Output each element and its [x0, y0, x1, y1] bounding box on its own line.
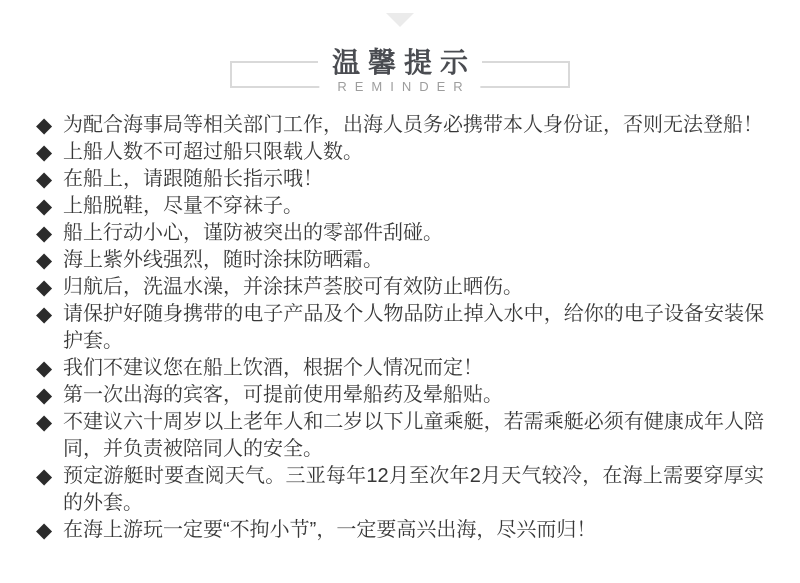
diamond-bullet-icon: ◆ — [36, 249, 53, 272]
diamond-bullet-icon: ◆ — [36, 276, 53, 299]
diamond-bullet-icon: ◆ — [36, 465, 53, 488]
list-item — [36, 112, 764, 139]
list-item-text: 归航后，洗温水澡，并涂抹芦荟胶可有效防止晒伤。 — [63, 276, 523, 298]
reminder-list — [0, 112, 800, 544]
list-item-text: 请保护好随身携带的电子产品及个人物品防止掉入水中，给你的电子设备安装保护套。 — [63, 303, 764, 352]
list-item — [36, 355, 764, 382]
list-item — [36, 382, 764, 409]
list-item-text: 第一次出海的宾客，可提前使用晕船药及晕船贴。 — [63, 384, 503, 406]
list-item — [36, 166, 764, 193]
page-title: 温馨提示 — [318, 46, 482, 80]
diamond-bullet-icon: ◆ — [36, 114, 53, 137]
chevron-down-triangle-icon — [386, 13, 414, 27]
list-item-text: 在船上，请跟随船长指示哦！ — [63, 168, 323, 190]
list-item — [36, 220, 764, 247]
list-item-text: 船上行动小心，谨防被突出的零部件刮碰。 — [63, 222, 443, 244]
list-item-text: 上船人数不可超过船只限载人数。 — [63, 141, 363, 163]
list-item — [36, 139, 764, 166]
list-item-text: 在海上游玩一定要“不拘小节”，一定要高兴出海，尽兴而归！ — [63, 519, 597, 541]
list-item — [36, 301, 764, 355]
diamond-bullet-icon: ◆ — [36, 141, 53, 164]
list-item — [36, 517, 764, 544]
list-item-text: 海上紫外线强烈，随时涂抹防晒霜。 — [63, 249, 383, 271]
diamond-bullet-icon: ◆ — [36, 519, 53, 542]
list-item — [36, 409, 764, 463]
diamond-bullet-icon: ◆ — [36, 384, 53, 407]
list-item-text: 为配合海事局等相关部门工作，出海人员务必携带本人身份证，否则无法登船！ — [63, 114, 763, 136]
title-box — [230, 47, 570, 94]
diamond-bullet-icon: ◆ — [36, 195, 53, 218]
diamond-bullet-icon: ◆ — [36, 303, 53, 326]
page-subtitle: REMINDER — [319, 79, 480, 94]
list-item — [36, 193, 764, 220]
list-item-text: 我们不建议您在船上饮酒，根据个人情况而定！ — [63, 357, 483, 379]
header — [0, 0, 800, 94]
list-item — [36, 274, 764, 301]
diamond-bullet-icon: ◆ — [36, 168, 53, 191]
list-item — [36, 463, 764, 517]
list-item-text: 不建议六十周岁以上老年人和二岁以下儿童乘艇，若需乘艇必须有健康成年人陪同，并负责被陪同人的安全。 — [63, 411, 764, 460]
diamond-bullet-icon: ◆ — [36, 357, 53, 380]
diamond-bullet-icon: ◆ — [36, 222, 53, 245]
list-item — [36, 247, 764, 274]
diamond-bullet-icon: ◆ — [36, 411, 53, 434]
list-item-text: 预定游艇时要查阅天气。三亚每年12月至次年2月天气较冷，在海上需要穿厚实的外套。 — [63, 465, 764, 514]
list-item-text: 上船脱鞋，尽量不穿袜子。 — [63, 195, 303, 217]
